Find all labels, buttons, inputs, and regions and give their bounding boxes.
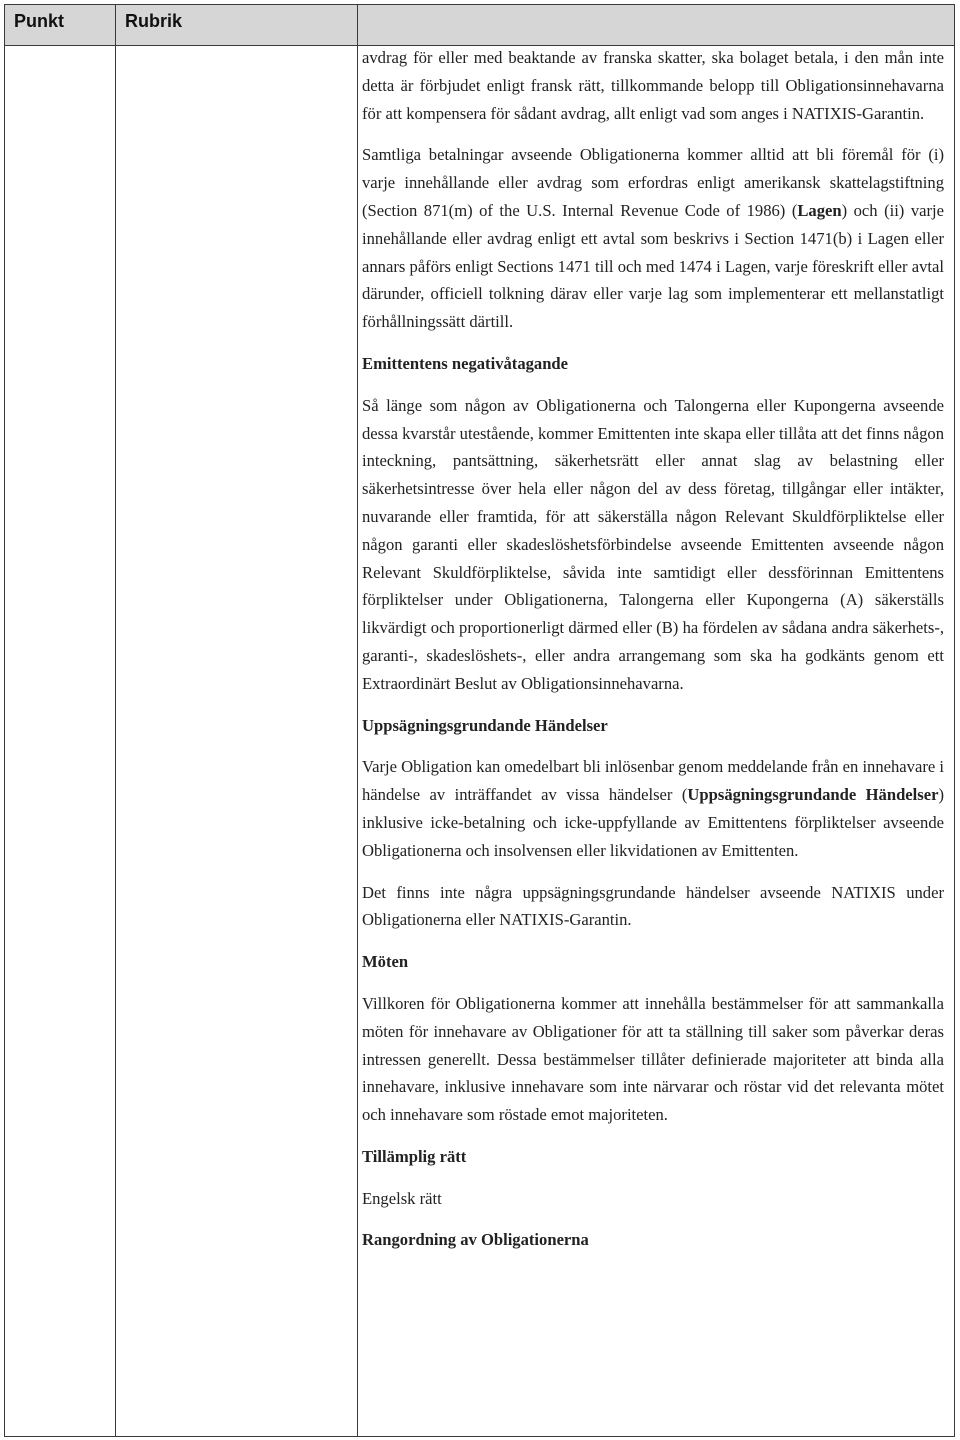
paragraph-tax-gross-up: avdrag för eller med beaktande av franska skatter, ska bolaget betala, i den mån inte detta är förbjudet enligt fransk rätt, tillkommande belopp till Obligationsinnehavarna för att kompensera för sådant avdrag, allt enligt vad som anges i NATIXIS-Garantin. [362,48,944,123]
defined-term-events: Uppsägningsgrundande Händelser [687,785,939,805]
paragraph-negative-pledge: Så länge som någon av Obligationerna och Talongerna eller Kupongerna avseende dessa kvarstår utestående, kommer Emittenten inte skapa eller tillåta att det finns någon inteckning, pantsättning, säkerhetsrätt eller annat slag av belastning eller säkerhetsintresse över hela eller någon del av dess företag, tillgångar eller intäkter, nuvarande eller framtida, för att säkerställa någon Relevant Skuldförpliktelse eller någon garanti eller skadeslöshetsförbindelse avseende Emittenten avseende någon Relevant Skuldförpliktelse, såvida inte samtidigt eller dessförinnan Emittentens förpliktelser under Obligationerna, Talongerna eller Kupongerna (A) säkerställs likvärdigt och proportionerligt därmed eller (B) ha fördelen av sådana andra säkerhets-, garanti-, skadeslöshets-, eller andra arrangemang som ska ha godkänts genom ett Extraordinärt Beslut av Obligationsinnehavarna. [362,395,944,693]
paragraph-meetings: Villkoren för Obligationerna kommer att innehålla bestämmelser för att sammankalla möten för innehavare av Obligationer för att ta ställning till saker som påverkar deras intressen generellt. Dessa bestämmelser tillåter definierade majoriteter att binda alla innehavare, inklusive innehavare som inte närvarar och röstar vid det relevanta mötet och innehavare som röstade emot majoriteten. [362,993,944,1125]
heading-meetings: Möten [362,952,409,972]
paragraph-events-of-default: Varje Obligation kan omedelbart bli inlösenbar genom meddelande från en innehavare i händelse av inträffandet av vissa händelser (Uppsägningsgrundande Händelser) inklusive icke-betalning och icke-uppfyllande av Emittentens förpliktelser avseende Obligationerna och insolvensen eller likvidationen av Emittenten. [362,757,944,860]
column-divider-1 [115,5,116,1436]
heading-ranking: Rangordning av Obligationerna [362,1230,589,1250]
paragraph-natixis-events: Det finns inte några uppsägningsgrundande händelser avseende NATIXIS under Obligationerna eller NATIXIS-Garantin. [362,882,944,930]
content-cell [362,44,944,1268]
heading-events-of-default: Uppsägningsgrundande Händelser [362,715,608,735]
heading-governing-law: Tillämplig rätt [362,1146,467,1166]
heading-negative-pledge: Emittentens negativåtagande [362,353,569,373]
header-punkt: Punkt [14,11,65,31]
defined-term-lagen: Lagen [797,200,842,220]
paragraph-withholding: Samtliga betalningar avseende Obligationerna kommer alltid att bli föremål för (i) varje innehållande eller avdrag som erfordras enligt amerikansk skattelagstiftning (Section 871(m) of the U.S. Internal Revenue Code of 1986) (Lagen) och (ii) varje innehållande eller avdrag enligt ett avtal som beskrivs i Section 1471(b) i Lagen eller annars påförs enligt Sections 1471 till och med 1474 i Lagen, varje föreskrift eller avtal därunder, officiell tolkning därav eller varje lag som implementerar ett mellanstatligt förhållningssätt därtill. [362,145,944,332]
table-header-row [5,5,954,46]
header-rubrik: Rubrik [125,11,183,31]
paragraph-governing-law: Engelsk rätt [362,1188,442,1208]
column-divider-2 [357,5,358,1436]
